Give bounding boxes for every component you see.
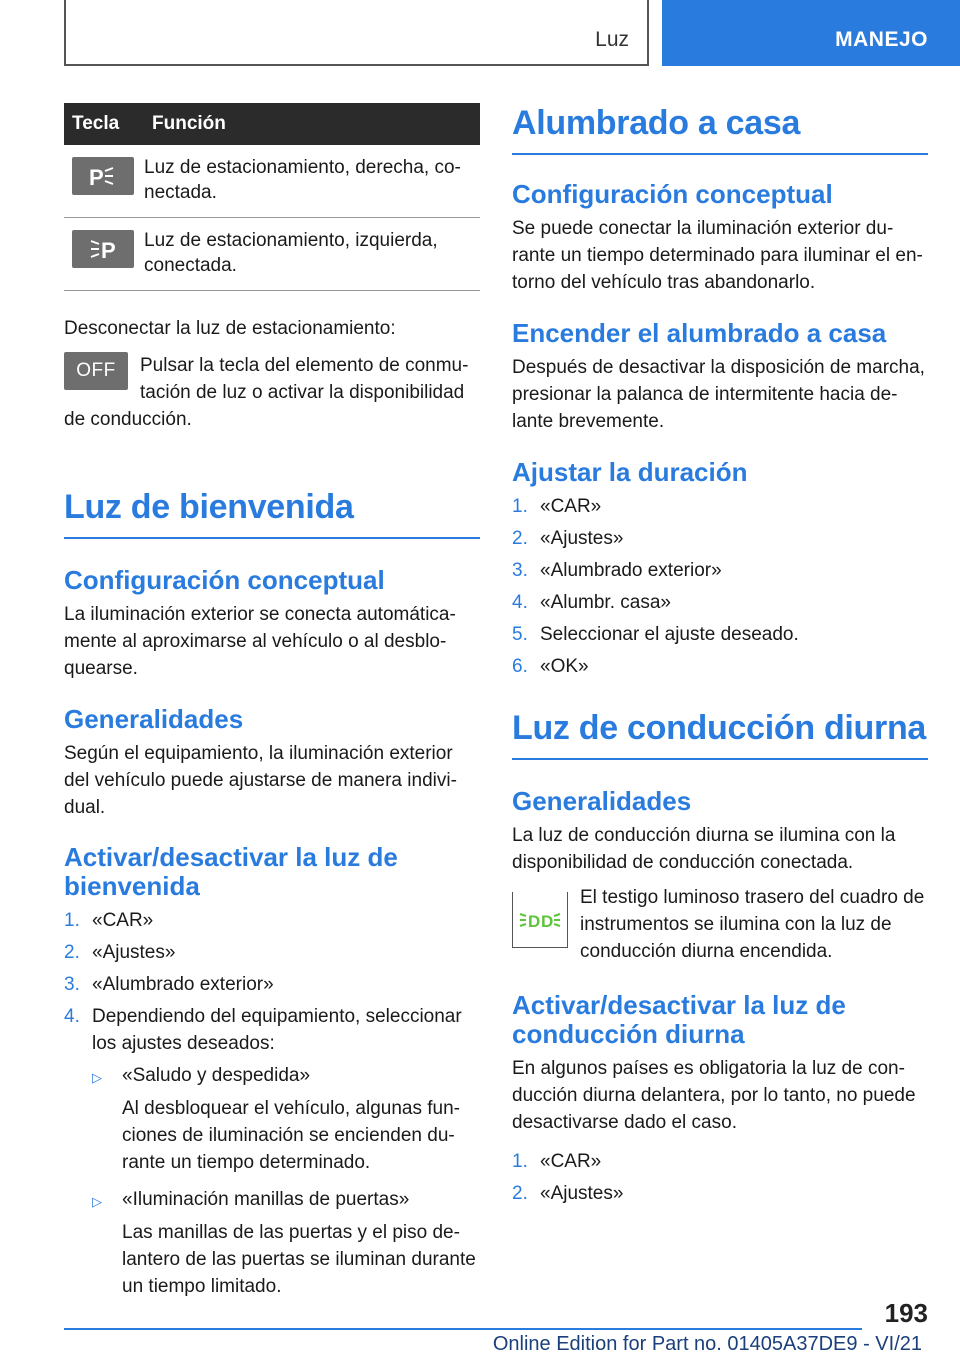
heading-concept: Configuración conceptual [64, 565, 385, 595]
table-header-key: Tecla [64, 103, 144, 145]
heading-general: Generalidades [64, 704, 244, 734]
daytime-running-light-icon [512, 892, 568, 948]
svg-text:D: D [541, 911, 554, 931]
duration-steps-list [512, 493, 928, 680]
footer-edition: Online Edition for Part no. 01405A37DE9 - VI/21 [492, 1333, 922, 1355]
bullet-text: Al desbloquear el vehículo, algunas fun- ciones de iluminación se encienden du- rante un tiempo determinado. [122, 1098, 461, 1173]
left-column [64, 103, 480, 1300]
heading-concept: Configuración conceptual [512, 179, 833, 209]
svg-text:P: P [89, 165, 104, 189]
page-number: 193 [884, 1298, 928, 1328]
off-key-icon: OFF [64, 352, 128, 390]
disconnect-intro: Desconectar la luz de estacionamiento: [64, 318, 396, 339]
table-row [64, 218, 480, 291]
list-item: 2. «Ajustes» [64, 942, 176, 963]
turn-on-text: Después de desactivar la disposición de marcha, presionar la palanca de intermitente hacia de- lante brevemente. [512, 357, 925, 432]
section-heading-home-light: Alumbrado a casa [512, 103, 928, 155]
bullet-title: «Saludo y despedida» [122, 1065, 311, 1086]
bullet-item [92, 1186, 480, 1300]
general-text: La luz de conducción diurna se ilumina con la disponibilidad de conducción conectada. [512, 825, 896, 873]
steps-list [64, 907, 480, 1057]
drl-text: El testigo luminoso trasero del cuadro de instrumentos se ilumina con la luz de conducción diurna encendida. [580, 887, 925, 962]
general-text: Según el equipamiento, la iluminación exterior del vehículo puede ajustarse de manera indivi- dual. [64, 743, 457, 818]
bullet-text: Las manillas de las puertas y el piso de- lantero de las puertas se iluminan durante un tiempo limitado. [122, 1222, 476, 1297]
section-heading-welcome-light: Luz de bienvenida [64, 487, 480, 539]
section-heading-daytime-running-light: Luz de conducción diurna [512, 708, 928, 760]
triangle-bullet-icon: ▷ [92, 1194, 102, 1209]
right-column [512, 103, 928, 1212]
chapter-tab [662, 0, 960, 66]
svg-text:D: D [528, 911, 541, 931]
footer-divider [64, 1328, 862, 1330]
svg-text:P: P [101, 238, 116, 262]
key-function-table [64, 103, 480, 291]
table-header [64, 103, 480, 145]
list-item: 2. «Ajustes» [512, 1183, 624, 1204]
list-item: 1. «CAR» [64, 910, 154, 931]
heading-duration: Ajustar la duración [512, 457, 748, 487]
off-text: Pulsar la tecla del elemento de conmu- tación de luz o activar la disponibilidad de conducción. [64, 355, 469, 430]
header-box [64, 0, 649, 66]
table-row [64, 145, 480, 218]
off-block [64, 352, 480, 433]
section-title: Luz [595, 28, 629, 51]
list-item: 3. «Alumbrado exterior» [64, 974, 274, 995]
list-item: 1. «CAR» [512, 1151, 602, 1172]
heading-general: Generalidades [512, 786, 692, 816]
table-cell-text: Luz de estacionamiento, derecha, co- nectada. [144, 145, 480, 218]
list-item: 2. «Ajustes» [512, 528, 624, 549]
heading-turn-on: Encender el alumbrado a casa [512, 318, 887, 348]
bullet-item [92, 1062, 480, 1176]
list-item: 1. «CAR» [512, 496, 602, 517]
triangle-bullet-icon: ▷ [92, 1070, 102, 1085]
bullet-title: «Iluminación manillas de puertas» [122, 1189, 410, 1210]
parking-light-left-icon [72, 230, 134, 268]
steps-list [512, 1148, 928, 1207]
chapter-title: MANEJO [835, 28, 928, 51]
list-item: 4. Dependiendo del equipamiento, seleccionar los ajustes deseados: [64, 1006, 462, 1054]
heading-toggle-drl: Activar/desactivar la luz de conducción diurna [512, 990, 846, 1049]
concept-text: Se puede conectar la iluminación exterior du- rante un tiempo determinado para iluminar el en- torno del vehículo tras abandonarlo. [512, 218, 923, 293]
table-cell-text: Luz de estacionamiento, izquierda, conectada. [144, 218, 480, 291]
parking-light-right-icon [72, 157, 134, 195]
list-item: 5. Seleccionar el ajuste deseado. [512, 624, 799, 645]
toggle-drl-text: En algunos países es obligatoria la luz de con- ducción diurna delantera, por lo tanto, no puede desactivarse dado el caso. [512, 1058, 916, 1133]
list-item: 4. «Alumbr. casa» [512, 592, 671, 613]
heading-toggle-welcome: Activar/desactivar la luz de bienvenida [64, 842, 398, 901]
table-header-function: Función [144, 103, 480, 145]
list-item: 3. «Alumbrado exterior» [512, 560, 722, 581]
list-item: 6. «OK» [512, 656, 589, 677]
drl-indicator-block [512, 884, 928, 965]
concept-text: La iluminación exterior se conecta automática- mente al aproximarse al vehículo o al desblo- quearse. [64, 604, 456, 679]
